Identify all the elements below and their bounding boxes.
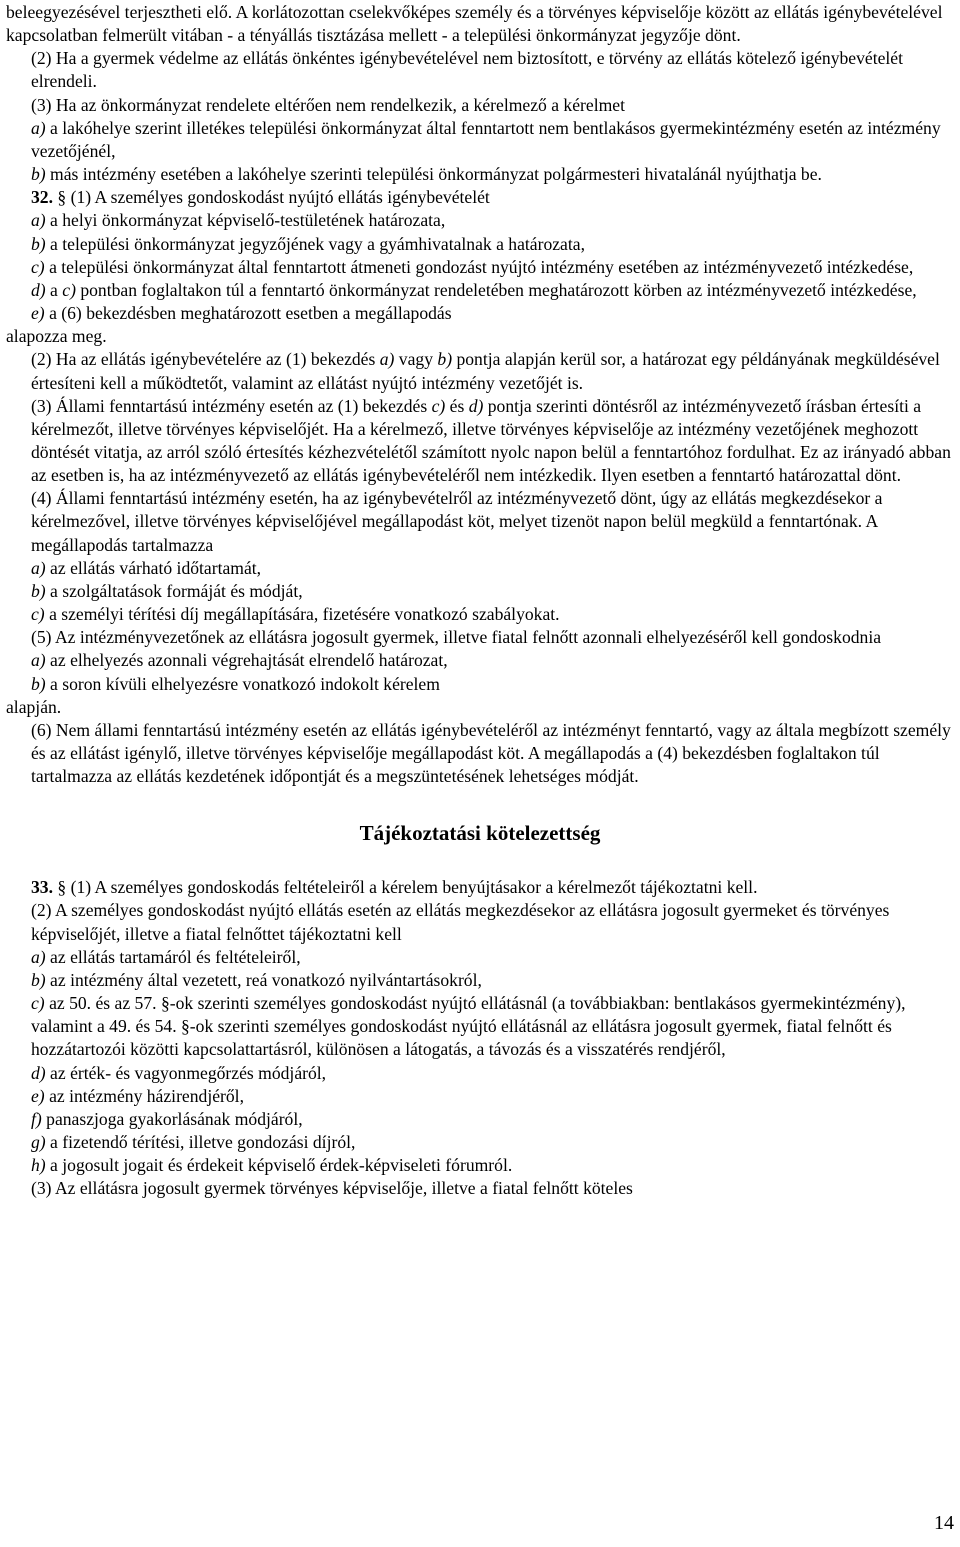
item-marker: a) xyxy=(31,557,46,578)
paragraph xyxy=(6,899,954,945)
section-heading xyxy=(6,820,954,846)
text-run: (2) Ha a gyermek védelme az ellátás önkéntes igénybevételével nem biztosított, e törvény az ellátás kötelező igénybevételét elrendeli. xyxy=(31,48,903,92)
text-run: a fizetendő térítési, illetve gondozási díjról, xyxy=(45,1132,356,1153)
paragraph xyxy=(6,1,954,47)
item-marker: e) xyxy=(31,303,45,324)
text-run: pontja szerinti döntésről az intézményvezető írásban értesíti a kérelmezőt, illetve törvényes képviselőjét. Ha a kérelmező, illetve törvényes képviselője az intézmény vezetőjének meghozott döntését vitatja, az arról szóló értesítés kézhezvételétől számított nyolc napon belül a fenntartóhoz fordulhat. Ez az irányadó abban az esetben is, ha az intézményvezető az ellátás igénybevételéről nem intézkedik. Ilyen esetben a fenntartó határozattal dönt. xyxy=(31,395,951,486)
text-run: az érték- és vagyonmegőrzés módjáról, xyxy=(45,1062,327,1083)
paragraph xyxy=(6,1131,954,1154)
item-marker: a) xyxy=(379,349,395,370)
text-run: (3) Az ellátásra jogosult gyermek törvényes képviselője, illetve a fiatal felnőtt köteles xyxy=(31,1178,633,1199)
paragraph xyxy=(6,649,954,672)
text-run: § (1) A személyes gondoskodás feltételeiről a kérelem benyújtásakor a kérelmezőt tájékoztatni kell. xyxy=(53,877,758,898)
text-run: (5) Az intézményvezetőnek az ellátásra jogosult gyermek, illetve fiatal felnőtt azonnali elhelyezéséről kell gondoskodnia xyxy=(31,627,882,648)
text-run: a személyi térítési díj megállapítására, fizetésére vonatkozó szabályokat. xyxy=(44,604,560,625)
text-run: (2) Ha az ellátás igénybevételére az (1) bekezdés xyxy=(31,349,380,370)
item-marker: b) xyxy=(31,164,46,185)
paragraph xyxy=(6,696,954,719)
section-number: 33. xyxy=(31,877,53,898)
item-marker: d) xyxy=(31,1062,46,1083)
paragraph xyxy=(6,348,954,394)
item-marker: b) xyxy=(31,673,46,694)
paragraph xyxy=(6,209,954,232)
text-run: a soron kívüli elhelyezésre vonatkozó indokolt kérelem xyxy=(45,673,440,694)
text-run: és xyxy=(445,395,469,416)
text-run: az elhelyezés azonnali végrehajtását elrendelő határozat, xyxy=(45,650,448,671)
page-number: 14 xyxy=(934,1512,954,1534)
text-run: beleegyezésével terjesztheti elő. A korlátozottan cselekvőképes személy és a törvényes képviselője között az ellátás igénybevételével kapcsolatban felmerült vitában - a tényállás tisztázása mellett - a települési önkormányzat jegyzője dönt. xyxy=(6,2,943,46)
text-run: (2) A személyes gondoskodást nyújtó ellátás esetén az ellátás megkezdésekor az ellátásra jogosult gyermeket és törvényes képviselőjét, illetve a fiatal felnőttet tájékoztatni kell xyxy=(31,900,890,944)
paragraph xyxy=(6,233,954,256)
text-run: Tájékoztatási kötelezettség xyxy=(359,821,601,846)
paragraph xyxy=(6,47,954,93)
paragraph xyxy=(6,325,954,348)
text-run: az ellátás várható időtartamát, xyxy=(45,557,262,578)
item-marker: c) xyxy=(31,256,45,277)
item-marker: h) xyxy=(31,1155,46,1176)
item-marker: a) xyxy=(31,946,46,967)
text-run: panaszjoga gyakorlásának módjáról, xyxy=(41,1108,303,1129)
paragraph xyxy=(6,673,954,696)
text-run: az intézmény által vezetett, reá vonatkozó nyilvántartásokról, xyxy=(45,969,482,990)
paragraph xyxy=(6,1154,954,1177)
paragraph xyxy=(6,302,954,325)
text-run: pontban foglaltakon túl a fenntartó önkormányzat rendeletében meghatározott körben az intézményvezető intézkedése, xyxy=(75,279,917,300)
item-marker: b) xyxy=(31,969,46,990)
text-run: (4) Állami fenntartású intézmény esetén, ha az igénybevételről az intézményvezető dönt, úgy az ellátás megkezdésekor a kérelmezővel, illetve törvényes képviselőjével megállapodást köt, melyet tizenöt napon belül megküld a fenntartónak. A megállapodás tartalmazza xyxy=(31,488,883,555)
text-run: (6) Nem állami fenntartású intézmény esetén az ellátás igénybevételéről az intézményt fenntartó, vagy az általa megbízott személy és az ellátást igénylő, illetve törvényes képviselője megállapodást köt. A megállapodás a (4) bekezdésben foglaltakon túl tartalmazza az ellátás kezdetének időpontját és a megszüntetésének lehetséges módját. xyxy=(31,719,951,787)
paragraph xyxy=(6,946,954,969)
item-marker: a) xyxy=(31,650,46,671)
paragraph xyxy=(6,487,954,556)
paragraph xyxy=(6,186,954,209)
paragraph xyxy=(6,256,954,279)
text-run: pontja alapján kerül sor, a határozat egy példányának megküldésével értesíteni kell a működtetőt, valamint az ellátást nyújtó intézmény vezetőjét is. xyxy=(31,349,940,393)
text-run: alapozza meg. xyxy=(6,326,107,347)
text-run: az ellátás tartamáról és feltételeiről, xyxy=(45,946,301,967)
item-marker: f) xyxy=(31,1108,42,1129)
item-marker: e) xyxy=(31,1085,45,1106)
text-run: alapján. xyxy=(6,696,62,717)
text-run: a szolgáltatások formáját és módját, xyxy=(45,580,303,601)
item-marker: c) xyxy=(31,993,45,1014)
paragraph xyxy=(6,1062,954,1085)
paragraph xyxy=(6,94,954,117)
paragraph xyxy=(6,1177,954,1200)
text-run: a xyxy=(45,279,63,300)
item-marker: b) xyxy=(437,349,453,370)
item-marker: a) xyxy=(31,210,46,231)
paragraph xyxy=(6,969,954,992)
item-marker: g) xyxy=(31,1132,46,1153)
item-marker: b) xyxy=(31,580,46,601)
item-marker: c) xyxy=(62,279,76,300)
text-run: (3) Állami fenntartású intézmény esetén az (1) bekezdés xyxy=(31,395,432,416)
item-marker: b) xyxy=(31,233,46,254)
document-body xyxy=(6,1,954,1201)
text-run: a települési önkormányzat jegyzőjének vagy a gyámhivatalnak a határozata, xyxy=(45,233,585,254)
text-run: az intézmény házirendjéről, xyxy=(44,1085,244,1106)
text-run: az 50. és az 57. §-ok szerinti személyes gondoskodást nyújtó ellátásnál (a továbbiakban: bentlakásos gyermekintézmény), valamint a 49. és 54. §-ok szerinti személyes gondoskodást nyújtó ellátásnál az ellátásra jogosult gyermek, fiatal felnőtt és hozzátartozói közötti kapcsolattartásról, különösen a látogatás, a távozás és a visszatérés rendjéről, xyxy=(31,993,906,1060)
paragraph xyxy=(6,1085,954,1108)
paragraph xyxy=(6,1108,954,1131)
text-run: a (6) bekezdésben meghatározott esetben a megállapodás xyxy=(44,303,452,324)
paragraph xyxy=(6,626,954,649)
text-run: vagy xyxy=(394,349,438,370)
text-run: a helyi önkormányzat képviselő-testületének határozata, xyxy=(45,210,446,231)
paragraph xyxy=(6,163,954,186)
paragraph xyxy=(6,876,954,899)
item-marker: d) xyxy=(31,279,46,300)
paragraph xyxy=(6,992,954,1061)
paragraph xyxy=(6,719,954,788)
paragraph xyxy=(6,117,954,163)
paragraph xyxy=(6,557,954,580)
item-marker: a) xyxy=(31,117,46,138)
text-run: § (1) A személyes gondoskodást nyújtó ellátás igénybevételét xyxy=(53,187,490,208)
text-run: (3) Ha az önkormányzat rendelete eltérően nem rendelkezik, a kérelmező a kérelmet xyxy=(31,94,625,115)
paragraph xyxy=(6,603,954,626)
text-run: a települési önkormányzat által fenntartott átmeneti gondozást nyújtó intézmény esetében az intézményvezető intézkedése, xyxy=(44,256,914,277)
text-run: a jogosult jogait és érdekeit képviselő érdek-képviseleti fórumról. xyxy=(45,1155,513,1176)
paragraph xyxy=(6,580,954,603)
text-run: más intézmény esetében a lakóhelye szerinti települési önkormányzat polgármesteri hivatalánál nyújthatja be. xyxy=(45,164,822,185)
text-run: a lakóhelye szerint illetékes települési önkormányzat által fenntartott nem bentlakásos gyermekintézmény esetén az intézmény vezetőjénél, xyxy=(31,117,941,161)
item-marker: c) xyxy=(431,395,446,416)
section-number: 32. xyxy=(31,187,53,208)
item-marker: c) xyxy=(31,604,45,625)
item-marker: d) xyxy=(468,395,484,416)
paragraph xyxy=(6,395,954,488)
paragraph xyxy=(6,279,954,302)
